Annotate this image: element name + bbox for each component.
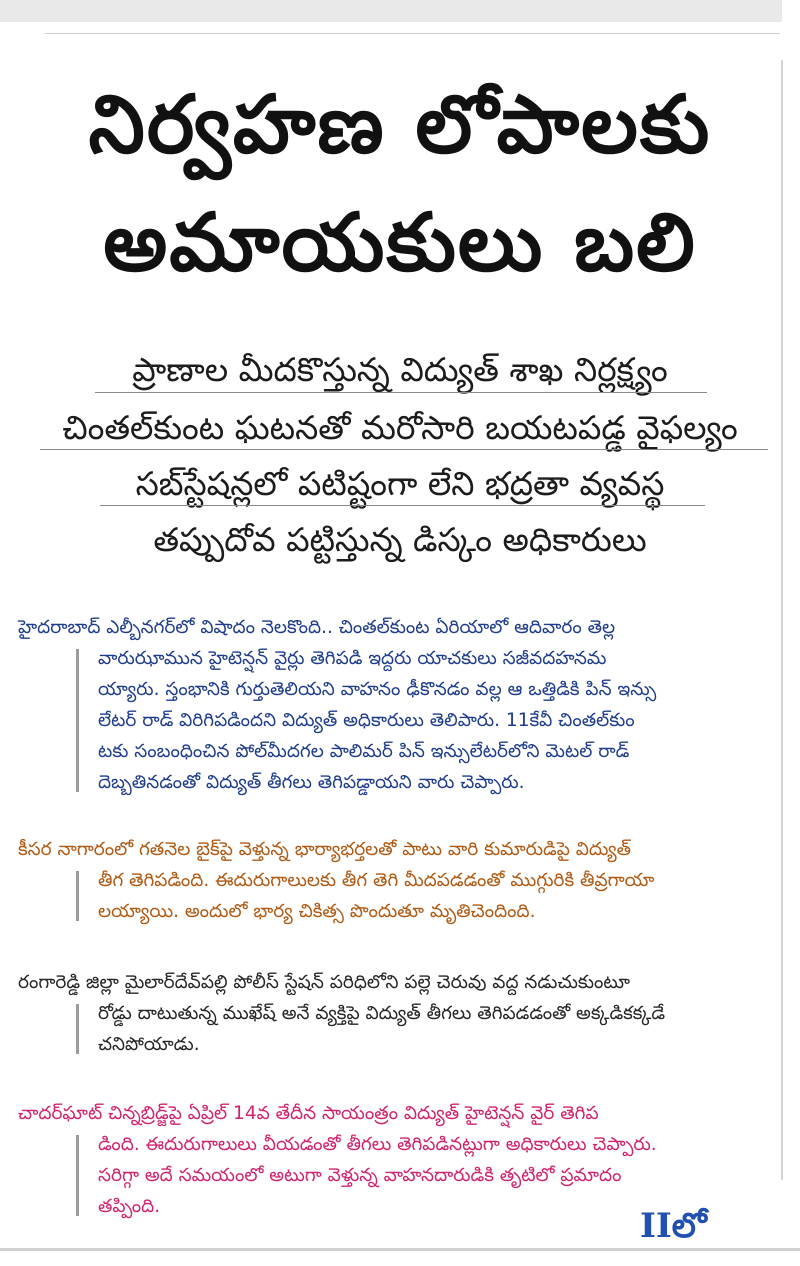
indent-bar [76, 649, 79, 792]
publication-logo: IIలో [640, 1206, 707, 1246]
subhead-rule [40, 449, 768, 450]
paragraph-line: డింది. ఈదురుగాలులు వీయడంతో తీగలు తెగిపడినట్లుగా అధికారులు చెప్పారు. [98, 1134, 657, 1155]
paragraph-line: రంగారెడ్డి జిల్లా మైలార్‌దేవ్‌పల్లి పోలీస్ స్టేషన్ పరిధిలోని పల్లె చెరువు వద్ద నడుచుకుంటూ [18, 972, 630, 993]
paragraph-chaderghat [0, 1098, 780, 1222]
paragraph-keesara [0, 834, 780, 927]
indent-bar [76, 1135, 79, 1216]
paragraph-line: వారుఝామున హైటెన్షన్ వైర్లు తెగిపడి ఇద్దరు యాచకులు సజీవదహనమ [98, 648, 607, 669]
paragraph-line: దెబ్బతినడంతో విద్యుత్ తీగలు తెగిపడ్డాయని వారు చెప్పారు. [98, 772, 525, 793]
indent-bar [76, 871, 79, 921]
paragraph-line: హైదరాబాద్ ఎల్బీనగర్‌లో విషాదం నెలకొంది.. చింతల్‌కుంట ఏరియాలో ఆదివారం తెల్ల [18, 617, 616, 638]
subhead-4: తప్పుదోవ పట్టిస్తున్న డిస్కం అధికారులు [153, 520, 647, 559]
subhead-1: ప్రాణాల మీదకొస్తున్న విద్యుత్ శాఖ నిర్లక్ష్యం [132, 350, 668, 389]
subhead-3: సబ్‌స్టేషన్లలో పటిష్టంగా లేని భద్రతా వ్యవస్థ [135, 464, 665, 503]
subhead-2: చింతల్‌కుంట ఘటనతో మరోసారి బయటపడ్డ వైఫల్యం [62, 408, 738, 447]
paragraph-line: చాదర్‌ఘాట్ చిన్నబ్రిడ్జ్‌పై ఏప్రిల్ 14వ తేదీన సాయంత్రం విద్యుత్ హైటెన్షన్ వైర్ తెగిప [18, 1103, 599, 1124]
paragraph-line: తప్పింది. [98, 1196, 161, 1217]
indent-bar [76, 1004, 79, 1054]
subhead-rule [95, 392, 707, 393]
paragraph-rangareddy [0, 967, 780, 1060]
bottom-rule [0, 1248, 800, 1251]
paragraph-line: చనిపోయాడు. [98, 1034, 200, 1055]
subhead-rule [100, 505, 705, 506]
paragraph-line: టకు సంబంధించిన పోల్‌మీదగల పాలిమర్ పిన్ ఇన్సులేటర్‌లోని మెటల్ రాడ్ [98, 741, 630, 762]
paragraph-line: తీగ తెగిపడింది. ఈదురుగాలులకు తీగ తెగి మీదపడడంతో ముగ్గురికి తీవ్రగాయా [98, 870, 655, 891]
paragraph-line: సరిగ్గా అదే సమయంలో అటుగా వెళ్తున్న వాహనదారుడికి తృటిలో ప్రమాదం [98, 1165, 622, 1186]
column-rule [781, 60, 783, 1180]
paragraph-line: రోడ్డు దాటుతున్న ముఖేష్ అనే వ్యక్తిపై విద్యుత్ తీగలు తెగిపడడంతో అక్కడికక్కడే [98, 1003, 666, 1024]
paragraph-line: కీసర నాగారంలో గతనెల బైక్‌పై వెళ్తున్న భార్యాభర్తలతో పాటు వారి కుమారుడిపై విద్యుత్ [18, 839, 632, 860]
paragraph-elbinagar [0, 612, 780, 798]
top-band [0, 0, 782, 22]
headline-line-1: నిర్వహణ లోపాలకు [88, 78, 712, 171]
paragraph-line: లయ్యాయి. అందులో భార్య చికిత్స పొందుతూ మృతిచెందింది. [98, 901, 536, 922]
headline-line-2: అమాయకులు బలి [103, 196, 697, 289]
top-rule [45, 33, 780, 34]
paragraph-line: య్యారు. స్తంభానికి గుర్తుతెలియని వాహనం ఢీకొనడం వల్ల ఆ ఒత్తిడికి పిన్ ఇన్సు [98, 679, 657, 700]
paragraph-line: లేటర్ రాడ్ విరిగిపడిందని విద్యుత్ అధికారులు తెలిపారు. 11కేవీ చింతల్‌కుం [98, 710, 635, 731]
